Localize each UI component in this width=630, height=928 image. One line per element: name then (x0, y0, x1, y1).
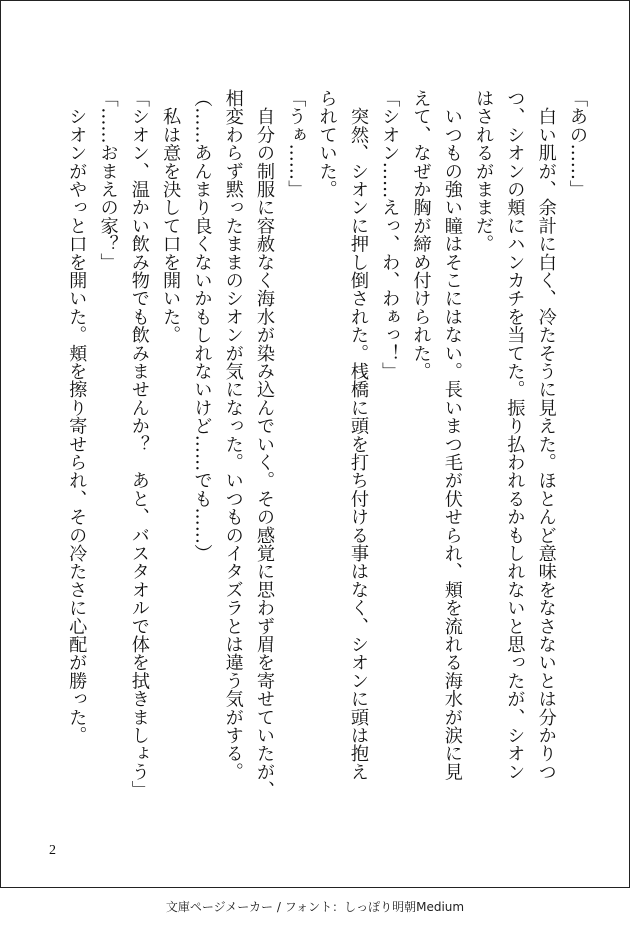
text-line: はされるがままだ。 (473, 89, 495, 253)
text-line: 「シオン、温かい飲み物でも飲みませんか？ あと、バスタオルで体を拭きましょう」 (128, 89, 150, 799)
text-line: 「うぁ……」 (285, 89, 307, 199)
text-line: つ、シオンの頬にハンカチを当てた。振り払われるかもしれないと思ったが、シオン (504, 89, 526, 781)
page-number: 2 (49, 843, 56, 858)
text-line: えて、なぜか胸が締め付けられた。 (410, 89, 432, 381)
text-line: 「あの……」 (567, 89, 588, 199)
text-line: （……あんまり良くないかもしれないけど……でも……） (191, 89, 213, 563)
text-line: 突然、シオンに押し倒された。桟橋に頭を打ち付ける事はなく、シオンに頭は抱え (347, 89, 369, 781)
footer-credit: 文庫ページメーカー / フォント：しっぽり明朝Medium (165, 900, 465, 914)
text-line: いつもの強い瞳はそこにはない。長いまつ毛が伏せられ、頬を流れる海水が涙に見 (441, 89, 463, 781)
text-line: 「シオン……えっ、わ、わぁっ！」 (379, 89, 401, 381)
text-line: 白い肌が、余計に白く、冷たそうに見えた。ほとんど意味をなさないとは分かりつ (535, 89, 557, 781)
text-line: 私は意を決して口を開いた。 (160, 89, 182, 344)
text-line: 自分の制服に容赦なく海水が染み込んでいく。その感覚に思わず眉を寄せていたが、 (254, 89, 276, 799)
vertical-text-body (61, 89, 593, 869)
text-line: 相変わらず黙ったままのシオンが気になった。いつものイタズラとは違う気がする。 (222, 89, 244, 781)
text-line: 「……おまえの家？」 (97, 89, 119, 271)
text-line: シオンがやっと口を開いた。頬を擦り寄せられ、その冷たさに心配が勝った。 (66, 89, 88, 745)
text-line: られていた。 (316, 89, 338, 199)
